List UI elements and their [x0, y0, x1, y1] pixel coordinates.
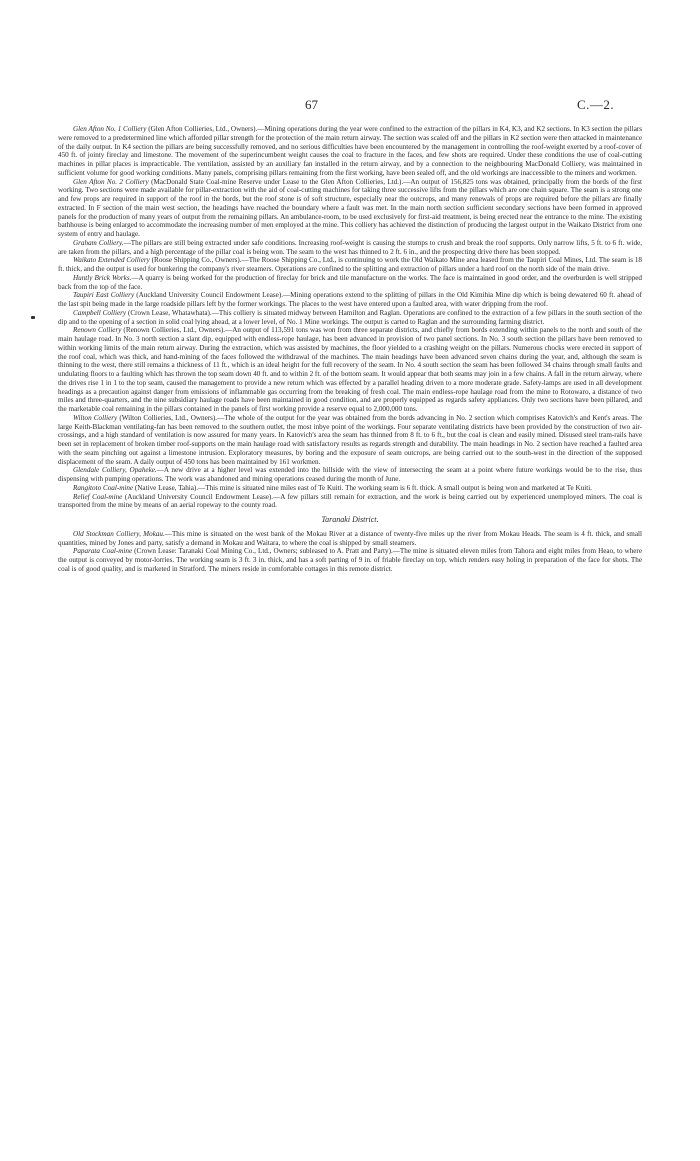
paragraph: [58, 178, 642, 239]
paragraph: [58, 414, 642, 467]
paragraph-title: Waikato Extended Colliery: [73, 256, 150, 265]
paragraph-text: —The pillars are still being extracted under safe conditions. Increasing roof-weight is causing the stumps to crush and break the roof supports. Only narrow lifts, 5 ft. to 6 ft. wide, are taken from the pillars, and a high percentage of the pillar coal is being won. The seam to the west has thinned to 2 ft. 6 in., and the prospecting drive there has been stopped.: [58, 238, 642, 256]
paragraph-title: Old Stockman Colliery, Mokau.: [73, 529, 165, 538]
paragraph-title: Paparata Coal-mine: [73, 547, 133, 556]
paragraph-text: (Auckland University Council Endowment Lease).—A few pillars still remain for extraction, and the work is being carried out by experienced unemployed miners. The coal is transported from the mine by means of an aerial ropeway to the county road.: [58, 492, 642, 510]
page-number: 67: [305, 97, 318, 112]
district-heading: Taranaki District.: [321, 515, 379, 524]
paragraph-title: Taupiri East Colliery: [73, 291, 135, 300]
paragraph-title: Glen Afton No. 2 Colliery: [73, 177, 149, 186]
paragraph-title: Renown Colliery: [73, 326, 122, 335]
paragraph-text: (Renown Collieries, Ltd., Owners).—An output of 113,591 tons was won from three separate districts, and chiefly from bords extending within panels to the north and south of the main haulage road. In No. 3 north section a slant dip, equipped with endless-rope haulage, has been advanced in provision of two panel sections. In No. 3 south section the pillars have been removed to within working limits of the main return airway. During the extraction, which was assisted by machines, the floor yielded to a crashing weight on the pillars. Numerous chocks were erected in support of the roof coal, which was thick, and hand-mining of the faces followed the withdrawal of the machines. The main headings have been advanced seven chains during the year, and, although the seam is thinning to the west, there still remains a thickness of 11 ft., which is an ideal height for the full recovery of the seam. In No. 4 south section the seam has been followed 34 chains through small faults and undulating floors to a faulting which has thrown the top seam down 40 ft. and to within 2 ft. of the bottom seam. It would appear that both seams may join in a few chains. A fall in the return airway, where the drives rise 1 in 1 to the top seam, caused the management to provide a new return which was effected by a parallel heading driven to a more moderate grade. Safety-lamps are used in all development headings as a precaution against danger from emissions of inflammable gas occurring from the breaking of fresh coal. The main endless-rope haulage road from the mine to Rotowaro, a distance of two miles and three-quarters, and the nine subsidiary haulage roads have been maintained in good condition, and are properly equipped as regards safety appliances. Only two sections have been pillared, and the marketable coal remaining in the pillars contained in the panels of first working provide a reserve equal to 2,000,000 tons.: [58, 326, 642, 413]
paragraph-text: (Glen Afton Collieries, Ltd., Owners).—Mining operations during the year were confined to the extraction of the pillars in K4, K3, and K2 sections. In K3 section the pillars were removed to a predetermined line which afforded pillar strength for the protection of the main return airway. The section was scaled off and the pillars in K2 section were then attacked in maintenance of the daily output. In K4 section the pillars are being successfully removed, and no serious difficulties have been encountered by the management in controlling the roof-weight exerted by a roof-cover of 450 ft. of jointy fireclay and limestone. The movement of the superincumbent weight causes the coal to fracture in the faces, and few shots are required. Under these conditions the use of coal-cutting machines in pillar places is impracticable. The ventilation, assisted by an auxiliary fan installed in the return airway, and by a connection to the neighbouring MacDonald Colliery, was maintained in sufficient volume for good working conditions. Many panels, comprising pillars remaining from the first working, have been sealed off, and the old workings are inaccessible to the miners and workmen.: [58, 125, 643, 177]
paragraph-text: (Wilton Collieries, Ltd., Owners).—The whole of the output for the year was obtained from the bords advancing in No. 2 section which comprises Katovich's and Kent's areas. The large Keith-Blackman ventilating-fan has been removed to the southern outlet, the most inbye point of the workings. Four separate ventilating districts have been provided by the construction of two air-crossings, and a high standard of ventilation is now assured for many years. In Katovich's area the seam has thinned from 8 ft. to 6 ft., but the coal is clean and easily mined. Disused steel tram-rails have been set in replacement of broken timber roof-supports on the main haulage road with satisfactory results as regards strength and durability. The main headings in No. 2 section have reached a faulted area with the seam pinching out against a limestone intrusion. Exploratory measures, by boring and the exposure of seam outcrops, are being carried out to the south-west in the direction of the supposed displacement of the seam. A daily output of 450 tons has been maintained by 161 workmen.: [58, 413, 642, 466]
page-header: [0, 97, 700, 111]
paragraph-title: Wilton Colliery: [73, 413, 118, 422]
paragraph-title: Graham Colliery.: [73, 238, 124, 247]
paragraph: [58, 484, 642, 493]
margin-mark: [31, 316, 35, 319]
paragraph: [58, 274, 642, 292]
paragraph-text: —A new drive at a higher level was extended into the hillside with the view of intersecting the seam at a point where future workings would be to the rise, thus dispensing with pumping operations. The work was abandoned and mining operations ceased during the month of June.: [58, 466, 642, 483]
paragraph-title: Relief Coal-mine: [73, 492, 123, 501]
paragraph-text: (Crown Lease: Taranaki Coal Mining Co., Ltd., Owners; subleased to A. Pratt and Party).—The mine is situated eleven miles from Tahora and eight miles from Heao, to where the output is conveyed by motor-lorries. The working seam is 3 ft. 3 in. thick, and has a soft parting of 9 in. of friable fireclay on top, which renders easy holing in preparation of the face for shots. The coal is of good quality, and is marketed in Stratford. The miners reside in comfortable cottages in this remote district.: [58, 547, 642, 573]
paragraph-text: (Crown Lease, Whatawhata).—This colliery is situated midway between Hamilton and Raglan. Operations are confined to the extraction of a few pillars in the south section of the dip and to the opening of a section in solid coal lying ahead, at a lower level, of No. 1 Mine workings. The output is carted to Raglan and the surrounding farming district.: [58, 308, 642, 326]
paragraph: [58, 239, 642, 257]
paragraph: [58, 493, 642, 511]
paragraph: [58, 291, 642, 309]
paragraph: [58, 466, 642, 484]
document-body: [58, 125, 642, 574]
paragraph-text: (MacDonald State Coal-mine Reserve under Lease to the Glen Afton Collieries, Ltd.).—An output of 156,825 tons was obtained, principally from the bords of the first working. Two sections were made available for pillar-extraction with the aid of coal-cutting machines for taking three successive lifts from the pillars which are one chain square. The seam is a strong one and few props are required in support of the roof in the bords, but the roof stone is of soft structure, especially near the outcrops, and many renewals of props are required before the pillars are finally extracted. In F section of the main west section, the headings have reached the boundary where a fault was met. In the main north section sufficient secondary sections have been formed in approved panels for the production of many years of output from the remaining pillars. An ambulance-room, to be used exclusively for first-aid treatment, is being erected near the entrance to the mine. The existing bathhouse is being enlarged to accommodate the increasing number of men employed at the mine. This colliery has achieved the distinction of producing the largest output in the Waikato District from one system of entry and haulage.: [58, 177, 643, 238]
paragraph-text: —A quarry is being worked for the production of fireclay for brick and tile manufacture on the works. The face is maintained in good order, and the overburden is well stripped back from the top of the face.: [58, 273, 642, 291]
paragraph-text: (Roose Shipping Co., Owners).—The Roose Shipping Co., Ltd., is continuing to work the Old Waikato Mine area leased from the Taupiri Coal Mines, Ltd. The seam is 18 ft. thick, and the output is used for bunkering the company's river steamers. Operations are confined to the splitting and extraction of pillars under a hard roof on the north side of the main drive.: [58, 256, 642, 273]
paragraph: [58, 326, 642, 414]
paragraph: [58, 256, 642, 274]
paragraph-title: Rangitoto Coal-mine: [73, 483, 134, 492]
paragraph-text: —This mine is situated on the west bank of the Mokau River at a distance of twenty-five miles up the river from Mokau Heads. The seam is 4 ft. thick, and small quantities, mined by Jones and party, satisfy a demand in Mokau and Waitara, to where the coal is shipped by small steamers.: [58, 529, 642, 547]
paragraph-title: Glendale Colliery, Opaheke.: [73, 466, 157, 475]
section-code: C.—2.: [577, 97, 615, 112]
paragraph-title: Huntly Brick Works.: [73, 273, 132, 282]
paragraph: [58, 125, 642, 178]
paragraph: [58, 530, 642, 548]
paragraph-text: (Native Lease, Tahia).—This mine is situated nine miles east of Te Kuiti. The working seam is 6 ft. thick. A small output is being won and marketed at Te Kuiti.: [133, 483, 592, 492]
paragraph: [58, 547, 642, 573]
paragraph-text: (Auckland University Council Endowment Lease).—Mining operations extend to the splitting of pillars in the Old Kimihia Mine dip which is being dewatered 60 ft. ahead of the last spit being made in the large roadside pillars left by the former workings. The places to the west have entered upon a faulted area, with water dripping from the roof.: [58, 291, 642, 308]
paragraph-title: Campbell Colliery: [73, 308, 127, 317]
paragraph-title: Glen Afton No. 1 Colliery: [73, 125, 147, 133]
paragraph: [58, 309, 642, 327]
